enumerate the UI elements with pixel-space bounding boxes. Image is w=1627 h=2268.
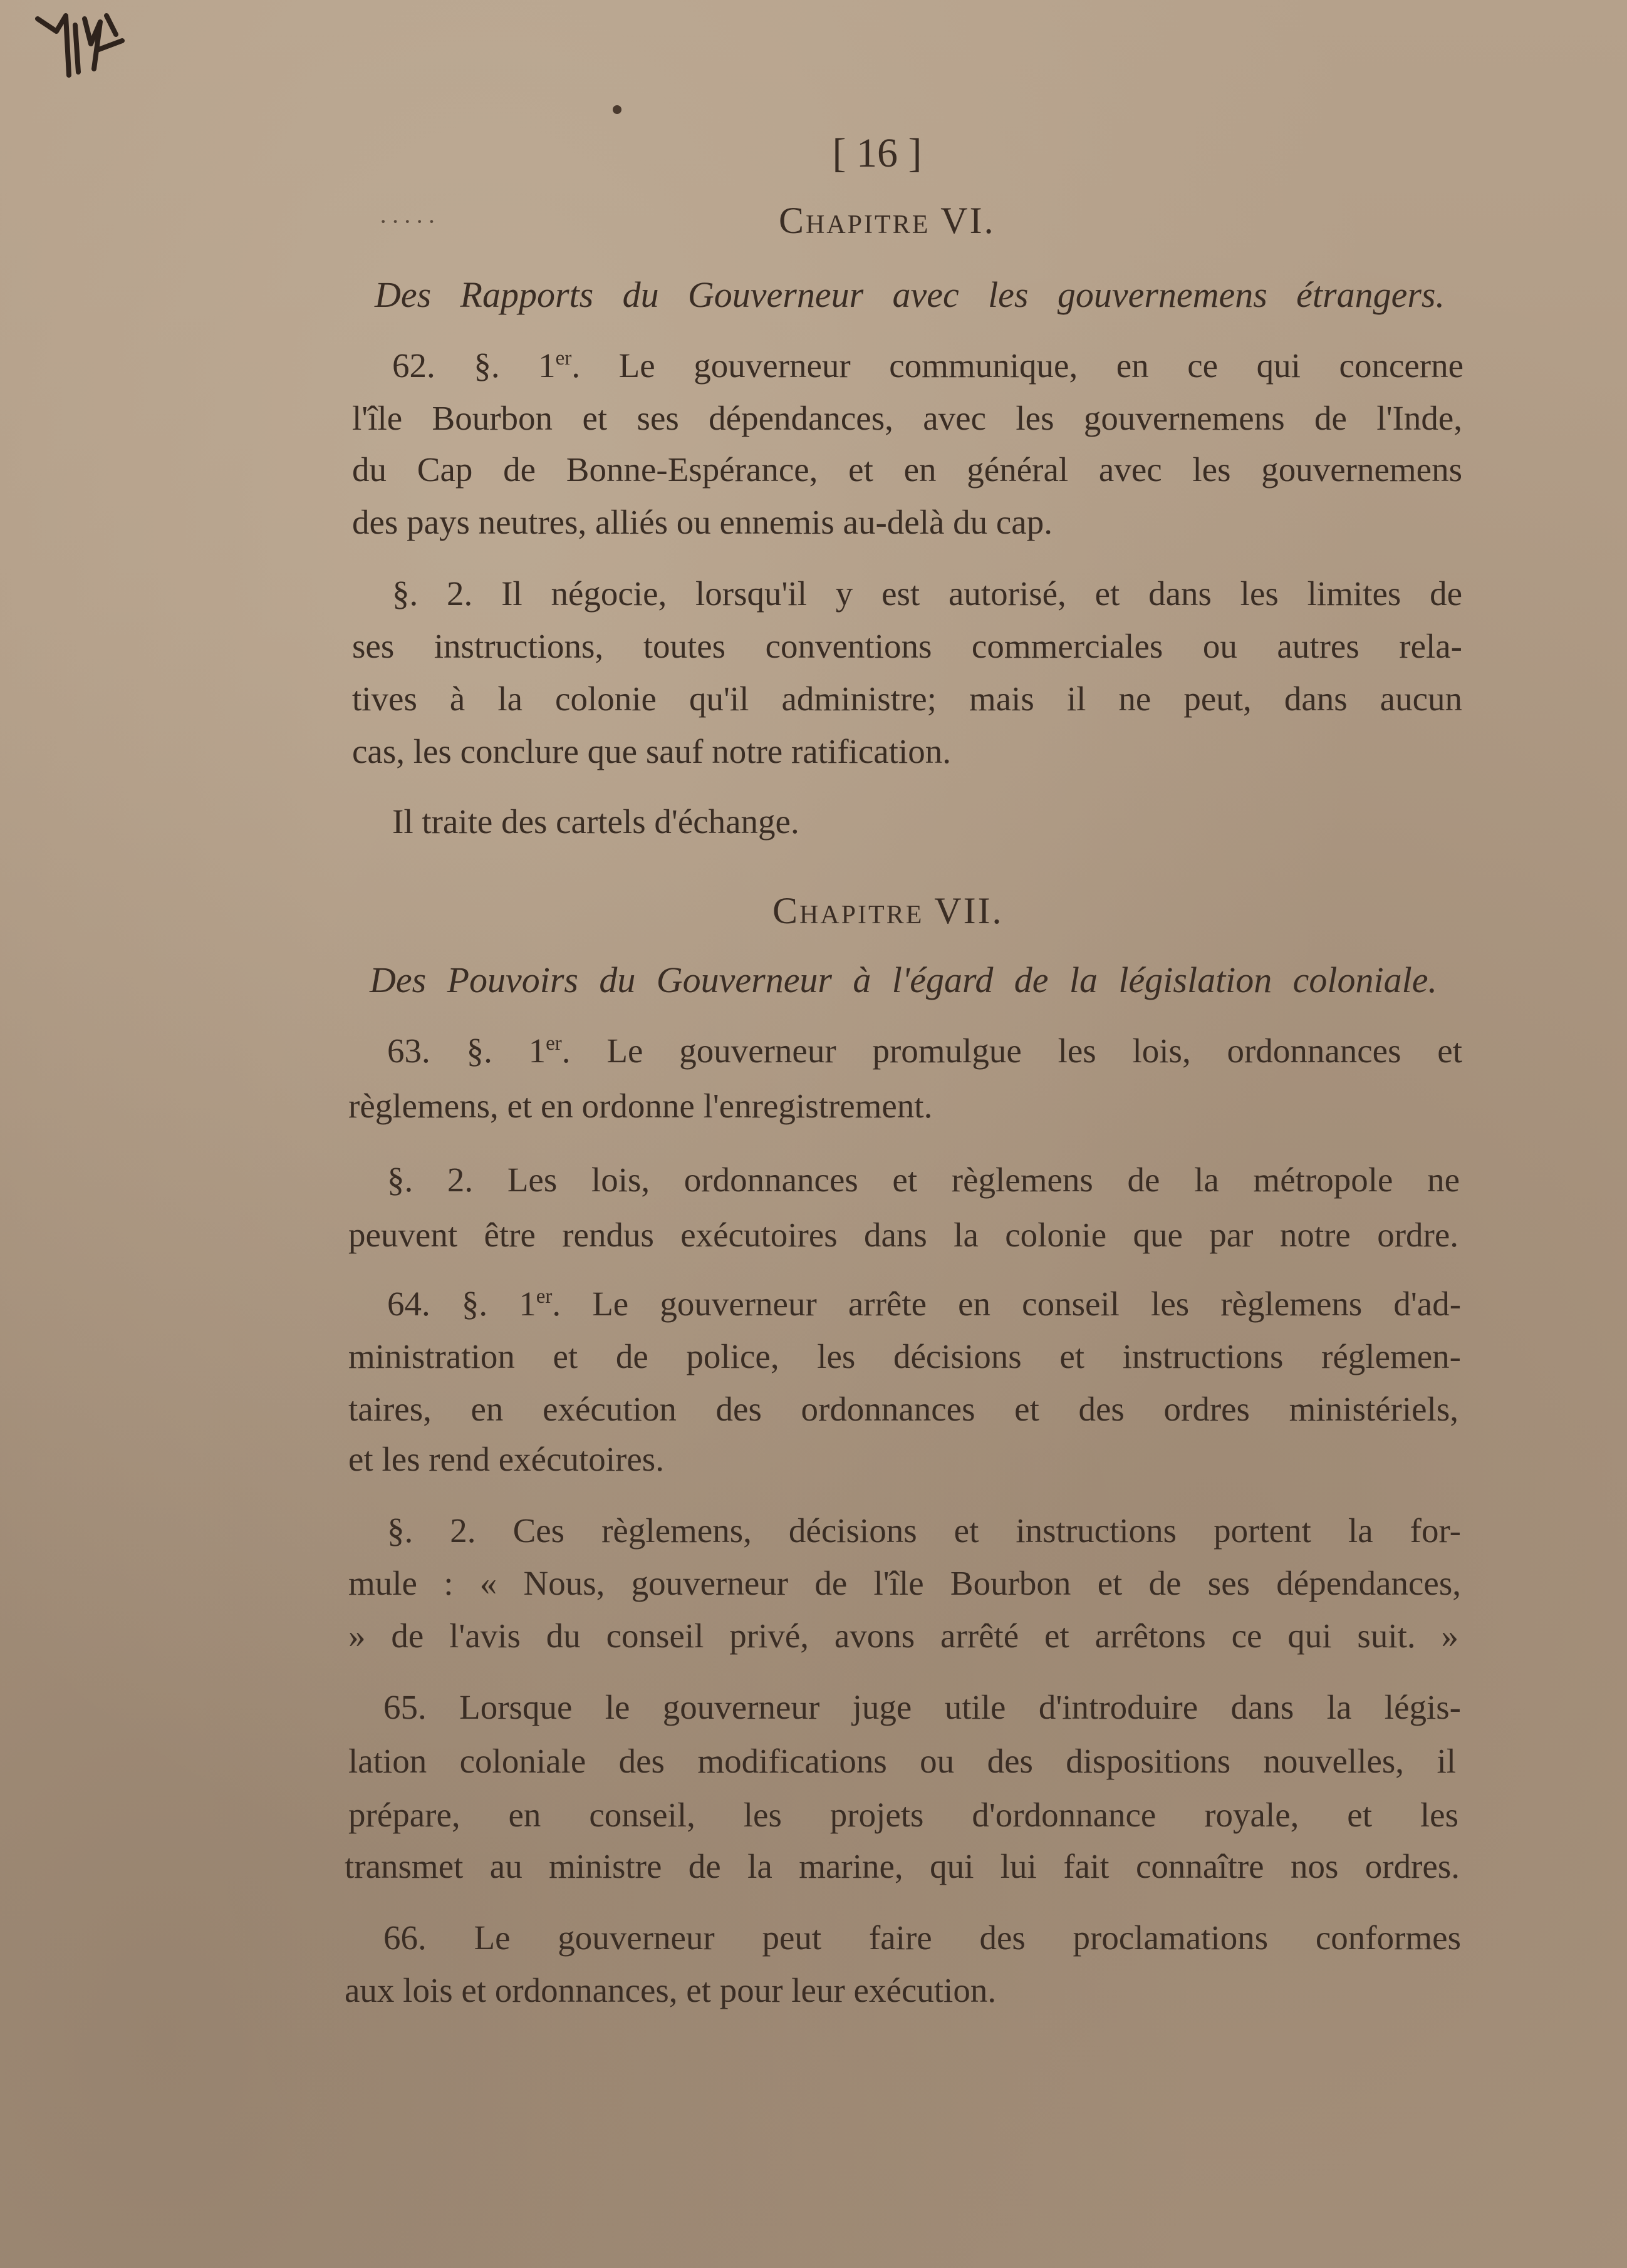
art63-line-1: 63. §. 1er. Le gouverneur promulgue les lois, ordonnances et — [387, 1032, 1463, 1070]
art62-line-2: l'île Bourbon et ses dépendances, avec les gouvernemens de l'Inde, — [352, 399, 1462, 437]
art62-line-1: 62. §. 1er. Le gouverneur communique, en ce qui concerne — [392, 346, 1464, 385]
art65-line-2: lation coloniale des modifications ou des dispositions nouvelles, il — [348, 1742, 1456, 1780]
art64-line-4: et les rend exécutoires. — [348, 1440, 664, 1478]
art64-line-2: ministration et de police, les décisions et instructions réglemen- — [348, 1337, 1461, 1375]
art62s2-line-1: §. 2. Il négocie, lorsqu'il y est autorisé, et dans les limites de — [392, 574, 1462, 613]
art63s2-line-2: peuvent être rendus exécutoires dans la colonie que par notre ordre. — [348, 1216, 1458, 1254]
art62s2-line-2: ses instructions, toutes conventions commerciales ou autres rela- — [352, 627, 1462, 665]
chapter-6-title: Des Rapports du Gouverneur avec les gouvernemens étrangers. — [375, 274, 1445, 315]
art63-line-2: règlemens, et en ordonne l'enregistrement. — [348, 1087, 933, 1125]
art64-line-3: taires, en exécution des ordonnances et des ordres ministériels, — [348, 1390, 1458, 1428]
art65-line-1: 65. Lorsque le gouverneur juge utile d'introduire dans la légis- — [383, 1688, 1461, 1726]
art62-line-3: du Cap de Bonne-Espérance, et en général avec les gouvernemens — [352, 450, 1462, 489]
ink-dot — [613, 105, 621, 114]
chapter-6-heading: Chapitre VI. — [779, 200, 995, 241]
chapter-7-heading: Chapitre VII. — [772, 890, 1004, 931]
art65-line-4: transmet au ministre de la marine, qui lui fait connaître nos ordres. — [345, 1847, 1460, 1885]
art64s2-line-1: §. 2. Ces règlemens, décisions et instructions portent la for- — [387, 1511, 1461, 1550]
handwritten-mark — [31, 6, 132, 94]
art62s3-line-1: Il traite des cartels d'échange. — [392, 802, 799, 841]
art62-line-4: des pays neutres, alliés ou ennemis au-delà du cap. — [352, 503, 1053, 541]
art66-line-1: 66. Le gouverneur peut faire des proclamations conformes — [383, 1918, 1461, 1957]
decorative-dots: ····· — [379, 207, 440, 236]
art64s2-line-2: mule : « Nous, gouverneur de l'île Bourbon et de ses dépendances, — [348, 1564, 1461, 1602]
art65-line-3: prépare, en conseil, les projets d'ordonnance royale, et les — [348, 1796, 1458, 1834]
art62s2-line-4: cas, les conclure que sauf notre ratification. — [352, 732, 951, 770]
page-number: [ 16 ] — [832, 130, 922, 176]
art62s2-line-3: tives à la colonie qu'il administre; mais il ne peut, dans aucun — [352, 680, 1462, 718]
art64-line-1: 64. §. 1er. Le gouverneur arrête en conseil les règlemens d'ad- — [387, 1285, 1462, 1323]
art64s2-line-3: » de l'avis du conseil privé, avons arrêté et arrêtons ce qui suit. » — [348, 1617, 1458, 1655]
art66-line-2: aux lois et ordonnances, et pour leur exécution. — [345, 1971, 997, 2009]
chapter-7-title: Des Pouvoirs du Gouverneur à l'égard de la législation coloniale. — [370, 960, 1437, 1000]
art63s2-line-1: §. 2. Les lois, ordonnances et règlemens de la métropole ne — [387, 1161, 1460, 1199]
